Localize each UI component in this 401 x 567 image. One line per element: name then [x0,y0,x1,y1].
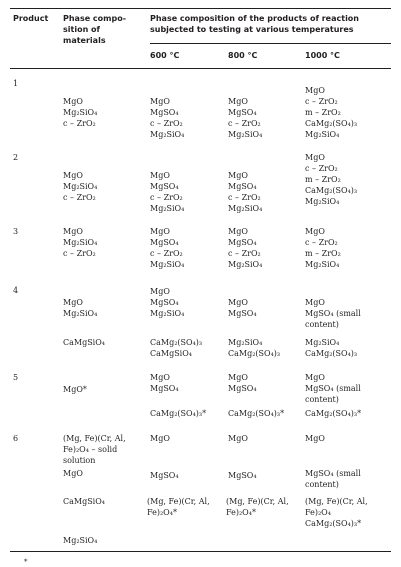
row-6-1000: content) [305,480,339,489]
row-6-1000: (Mg, Fe)(Cr, Al, [305,497,368,506]
header-reaction-1: Phase composition of the products of reaction [150,14,359,23]
row-4-product: 4 [13,286,19,295]
row-3-materials: c – ZrO₂ [63,249,96,258]
row-3-600: MgO [150,227,170,236]
header-materials-1: Phase compo- [63,14,127,23]
row-3-1000: MgO [305,227,325,236]
row-1-1000: c – ZrO₂ [305,97,338,106]
row-2-600: MgO [150,171,170,180]
row-5-600: MgO [150,373,170,382]
row-3-1000: m – ZrO₂ [305,249,341,258]
row-4-materials: Mg₂SiO₄ [63,309,98,318]
header-reaction-2: subjected to testing at various temperatures [150,25,354,34]
row-6-800: MgO [228,434,248,443]
row-2-materials: Mg₂SiO₄ [63,182,98,191]
row-5-800: CaMg₂(SO₄)₃* [228,409,285,418]
row-6-materials: Fe)₂O₄ – solid [63,445,118,454]
row-2-800: Mg₂SiO₄ [228,204,263,213]
row-1-1000: m – ZrO₂ [305,108,341,117]
row-6-600: MgSO₄ [150,471,179,480]
row-3-600: MgSO₄ [150,238,179,247]
row-2-800: MgO [228,171,248,180]
row-2-product: 2 [13,153,19,162]
row-3-800: MgO [228,227,248,236]
row-5-1000: MgSO₄ (small [305,384,361,393]
row-4-600: CaMg₂(SO₄)₃ [150,338,203,347]
row-4-800: CaMg₂(SO₄)₃ [228,349,281,358]
row-2-1000: m – ZrO₂ [305,175,341,184]
row-1-800: MgO [228,97,248,106]
row-6-materials: MgO [63,469,83,478]
row-2-materials: c – ZrO₂ [63,193,96,202]
row-1-1000: CaMg₂(SO₄)₃ [305,119,358,128]
row-5-600: MgSO₄ [150,384,179,393]
top-rule [10,8,391,9]
header-temp-800: 800 °C [228,51,258,60]
row-4-materials: MgO [63,298,83,307]
row-4-600: CaMgSiO₄ [150,349,193,358]
row-1-600: c – ZrO₂ [150,119,183,128]
row-5-800: MgO [228,373,248,382]
row-6-product: 6 [13,434,19,443]
row-6-1000: MgO [305,434,325,443]
row-3-600: c – ZrO₂ [150,249,183,258]
row-1-800: Mg₂SiO₄ [228,130,263,139]
row-6-materials: CaMgSiO₄ [63,497,106,506]
row-1-materials: c – ZrO₂ [63,119,96,128]
row-5-800: MgSO₄ [228,384,257,393]
row-1-600: MgSO₄ [150,108,179,117]
row-6-600: (Mg, Fe)(Cr, Al, [147,497,210,506]
row-1-materials: Mg₂SiO₄ [63,108,98,117]
row-5-1000: CaMg₂(SO₄)₃* [305,409,362,418]
row-3-1000: Mg₂SiO₄ [305,260,340,269]
row-3-materials: MgO [63,227,83,236]
row-4-600: MgO [150,287,170,296]
header-product: Product [13,14,49,23]
row-4-1000: content) [305,320,339,329]
row-1-product: 1 [13,79,19,88]
row-4-1000: MgO [305,298,325,307]
row-3-product: 3 [13,227,19,236]
row-6-800: (Mg, Fe)(Cr, Al, [226,497,289,506]
row-4-600: Mg₂SiO₄ [150,309,185,318]
row-4-800: MgSO₄ [228,309,257,318]
row-2-materials: MgO [63,171,83,180]
row-1-600: MgO [150,97,170,106]
row-3-600: Mg₂SiO₄ [150,260,185,269]
row-2-1000: CaMg₂(SO₄)₃ [305,186,358,195]
row-5-600: CaMg₂(SO₄)₃* [150,409,207,418]
row-4-1000: MgSO₄ (small [305,309,361,318]
row-5-materials: MgO* [63,385,87,394]
row-6-600: Fe)₂O₄* [147,508,177,517]
row-1-1000: MgO [305,86,325,95]
row-1-1000: Mg₂SiO₄ [305,130,340,139]
row-4-materials: CaMgSiO₄ [63,338,106,347]
row-1-800: c – ZrO₂ [228,119,261,128]
row-3-800: MgSO₄ [228,238,257,247]
row-3-1000: c – ZrO₂ [305,238,338,247]
row-6-800: MgSO₄ [228,471,257,480]
sub-rule [150,43,391,44]
row-5-product: 5 [13,373,19,382]
row-4-800: Mg₂SiO₄ [228,338,263,347]
row-1-materials: MgO [63,97,83,106]
header-rule [10,68,391,69]
row-3-800: c – ZrO₂ [228,249,261,258]
row-6-800: Fe)₂O₄* [226,508,256,517]
row-6-materials: Mg₂SiO₄ [63,536,98,545]
row-2-1000: c – ZrO₂ [305,164,338,173]
row-1-600: Mg₂SiO₄ [150,130,185,139]
row-4-600: MgSO₄ [150,298,179,307]
row-2-600: c – ZrO₂ [150,193,183,202]
row-4-1000: CaMg₂(SO₄)₃ [305,349,358,358]
row-1-800: MgSO₄ [228,108,257,117]
bottom-rule [10,551,391,552]
row-4-800: MgO [228,298,248,307]
row-6-materials: solution [63,456,96,465]
header-materials-2: sition of [63,25,101,34]
footnote-mark: * [24,558,28,566]
row-2-800: MgSO₄ [228,182,257,191]
row-3-800: Mg₂SiO₄ [228,260,263,269]
row-2-600: Mg₂SiO₄ [150,204,185,213]
row-5-1000: content) [305,395,339,404]
row-6-1000: CaMg₂(SO₄)₃* [305,519,362,528]
header-temp-1000: 1000 °C [305,51,340,60]
header-temp-600: 600 °C [150,51,180,60]
row-6-1000: MgSO₄ (small [305,469,361,478]
row-3-materials: Mg₂SiO₄ [63,238,98,247]
row-2-1000: MgO [305,153,325,162]
row-2-1000: Mg₂SiO₄ [305,197,340,206]
header-materials-3: materials [63,36,106,45]
row-2-800: c – ZrO₂ [228,193,261,202]
row-6-materials: (Mg, Fe)(Cr, Al, [63,434,126,443]
row-5-1000: MgO [305,373,325,382]
row-4-1000: Mg₂SiO₄ [305,338,340,347]
row-6-1000: Fe)₂O₄ [305,508,331,517]
row-6-600: MgO [150,434,170,443]
row-2-600: MgSO₄ [150,182,179,191]
